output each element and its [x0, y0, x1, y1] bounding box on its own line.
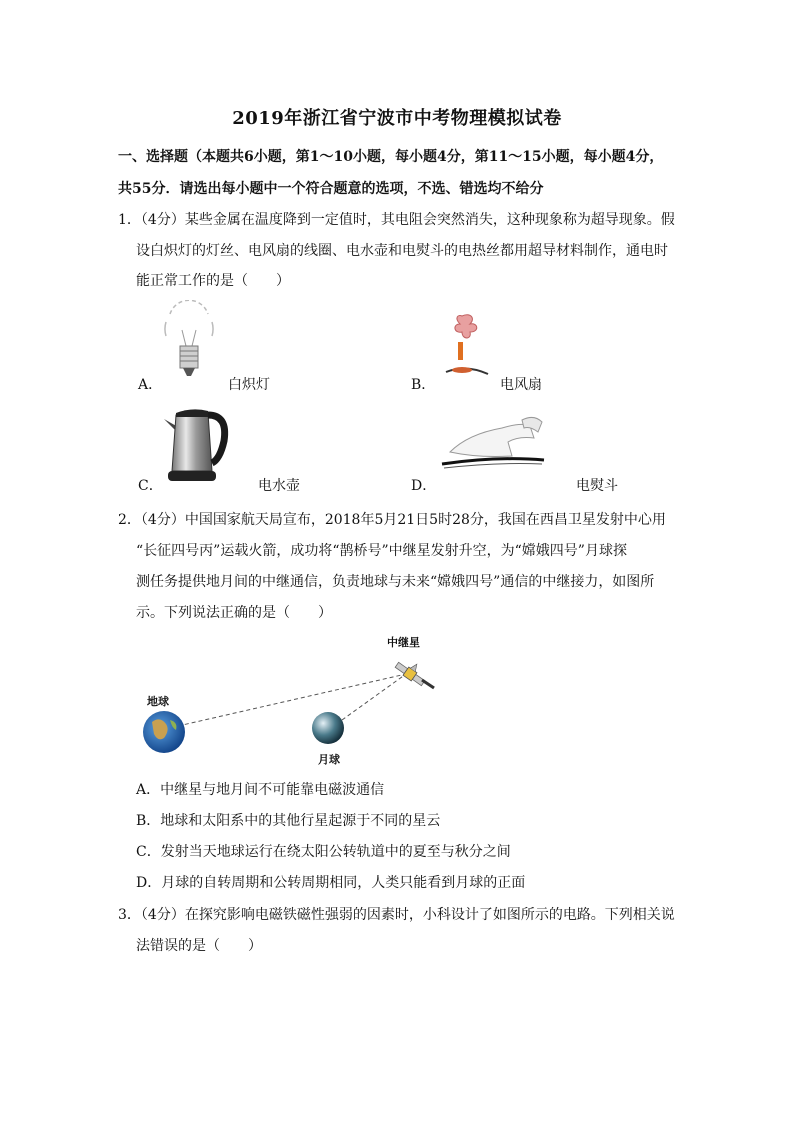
q2-option-b: B．地球和太阳系中的其他行星起源于不同的星云 [136, 813, 441, 829]
q1-stem-line-3: 能正常工作的是（ ） [136, 273, 290, 289]
earth-moon-relay-diagram [130, 630, 440, 770]
q1-stem-line-1: 1．（4分）某些金属在温度降到一定值时，其电阻会突然消失，这种现象称为超导现象。假 [118, 212, 675, 228]
q1-option-c-label: 电水壶 [258, 478, 300, 494]
q1-option-b-letter: B． [411, 377, 436, 393]
q1-stem-line-2: 设白炽灯的灯丝、电风扇的线圈、电水壶和电熨斗的电热丝都用超导材料制作，通电时 [136, 243, 668, 259]
q2-option-d: D．月球的自转周期和公转周期相同，人类只能看到月球的正面 [136, 875, 526, 891]
earth-icon [143, 711, 185, 753]
earth-label: 地球 [147, 695, 169, 708]
electric-iron-icon [438, 412, 550, 478]
q3-stem-line-1: 3．（4分）在探究影响电磁铁磁性强弱的因素时，小科设计了如图所示的电路。下列相关说 [118, 907, 675, 923]
light-bulb-icon [160, 300, 218, 382]
q2-stem-line-2: “长征四号丙”运载火箭，成功将“鹊桥号”中继星发射升空，为“嫦娥四号”月球探 [136, 543, 627, 559]
q1-option-c-letter: C． [138, 478, 163, 494]
q1-option-a-label: 白炽灯 [228, 377, 270, 393]
q1-option-d-letter: D． [411, 478, 437, 494]
electric-fan-icon [440, 310, 490, 380]
moon-label: 月球 [318, 753, 340, 766]
moon-icon [312, 712, 344, 744]
q2-stem-line-3: 测任务提供地月间的中继通信，负责地球与未来“嫦娥四号”通信的中继接力，如图所 [136, 574, 655, 590]
electric-kettle-icon [162, 405, 230, 485]
section-heading-line-2: 共55分．请选出每小题中一个符合题意的选项，不选、错选均不给分 [118, 181, 544, 197]
relay-satellite-label: 中继星 [387, 636, 420, 649]
q2-option-a: A．中继星与地月间不可能靠电磁波通信 [136, 782, 385, 798]
q2-stem-line-1: 2．（4分）中国国家航天局宣布，2018年5月21日5时28分，我国在西昌卫星发射中心用 [118, 512, 666, 528]
q1-option-b-label: 电风扇 [500, 377, 542, 393]
section-heading-line-1: 一、选择题（本题共6小题，第1～10小题，每小题4分，第11～15小题，每小题4分， [118, 149, 664, 165]
q1-option-a-letter: A． [138, 377, 163, 393]
q3-stem-line-2: 法错误的是（ ） [136, 938, 262, 954]
page-title: 2019年浙江省宁波市中考物理模拟试卷 [232, 108, 562, 129]
q2-option-c: C．发射当天地球运行在绕太阳公转轨道中的夏至与秋分之间 [136, 844, 511, 860]
q1-option-d-label: 电熨斗 [576, 478, 618, 494]
q2-stem-line-4: 示。下列说法正确的是（ ） [136, 605, 332, 621]
